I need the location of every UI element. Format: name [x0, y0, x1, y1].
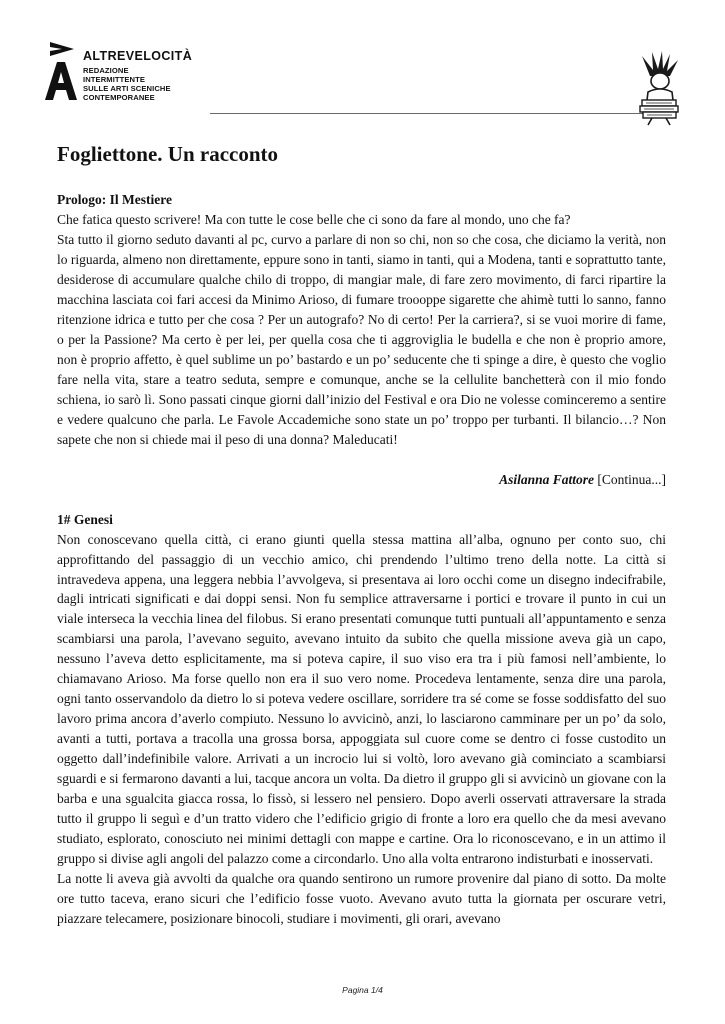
- signature-author: Asilanna Fattore: [499, 471, 594, 487]
- logo-line: REDAZIONE: [83, 65, 129, 75]
- paragraph: Sta tutto il giorno seduto davanti al pc, curvo a parlare di non so chi, non so che cosa, che diciamo la verità, non lo riguarda, almeno non direttamente, eppure sono in tanti, siamo in tanti, qui a Modena, tanti e soprattutto tante, desiderose di accumulare qualche chilo di troppo, di mangiar male, di fare zero movimento, di farci ripartire la macchina lasciata coi fari accesi da Minimo Arioso, di fumare troooppe sigarette che ahimè tutti lo sanno, fanno ritenzione idrica e tutto per che cosa ? Per un autografo? No di certo! Per la carriera?, si se vuoi morire di fame, o per la Passione? Ma certo è per lei, per quella cosa che ti aggroviglia le budella e che non è proprio amore, non è proprio affetto, è quel sublime un po’ bastardo e un po’ seducente che ti spinge a dire, è questo che voglio fare nella vita, stare a teatro seduta, sempre e comunque, anche se la cellulite banchetterà con il mio fondo schiena, io sarò lì. Sono passati cinque giorni dall’inizio del Festival e ora Dio ne volesse cominceremo a sentire e vedere qualcuno che parla. Le Favole Accademiche sono state un po’ troppo per turbanti. Il bilancio…? Non sapete che non si chiede mai il peso di una donna? Maleducati!: [57, 232, 666, 447]
- logo-line: CONTEMPORANEE: [83, 92, 155, 102]
- page-number: Pagina 1/4: [342, 985, 383, 995]
- article: [57, 142, 666, 929]
- logo-name: ALTREVELOCITÀ: [83, 49, 193, 63]
- paragraph: Non conoscevano quella città, ci erano giunti quella stessa mattina all’alba, ognuno per conto suo, chi approfittando del passaggio di un vecchio amico, chi prendendo l’ultimo treno della notte. La città si intravedeva appena, una leggera nebbia l’avvolgeva, si presentava ai loro occhi come un disegno indecifrabile, dagli intricati significati e dai doppi sensi. Non fu semplice attraversarne i portici e trovare il punto in cui un viale interseca la vecchia linea del filobus. Si erano presentati comunque tutti puntuali all’appuntamento e senza scambiarsi una parola, l’avevano seguito, avevano intuito da subito che quella missione aveva già un capo, nessuno l’aveva detto esplicitamente, ma si poteva capire, il suo viso era tra i più famosi nell’ambiente, lo chiamavano Arioso. Ma forse quello non era il suo vero nome. Procedeva lentamente, senza dire una parola, ogni tanto osservandolo da dietro lo si poteva vedere oscillare, sorridere tra sé come se fosse soddisfatto del suo lavoro prima ancora d’averlo compiuto. Nessuno lo avvicinò, anzi, lo lasciarono camminare per un po’ da solo, avanti a tutti, portava a tracolla una grossa borsa, appoggiata sul cuore come se dentro ci fosse custodito un oggetto dall’indefinibile valore. Arrivati a un incrocio lui si voltò, loro avevano già cominciato a scambiarsi sguardi e si fermarono davanti a lui, tacque ancora un volta. Da dietro il gruppo gli si avvicinò un giovane con la barba e una sgualcita giacca rossa, lo fissò, si lessero nel pensiero. Dopo averli osservati attraversare la strada tutto il gruppo li seguì e d’un tratto videro che l’edificio grigio di fronte a loro era quello che da mesi avevano studiato, esplorato, conosciuto nei minimi dettagli con mappe e cartine. Ora lo riconoscevano, e in un attimo il gruppo si divise agli angoli del palazzo come a circondarlo. Uno alla volta entrarono indisturbati e inosservati.: [57, 531, 666, 866]
- logo-wordmark: [83, 50, 192, 102]
- logo-line: SULLE ARTI SCENICHE: [83, 83, 171, 93]
- continue-link[interactable]: [Continua...]: [594, 471, 666, 487]
- section-heading-genesis: 1# Genesi: [57, 511, 113, 527]
- altrevelocita-logo-icon: [44, 40, 78, 102]
- article-title: Fogliettone. Un racconto: [57, 142, 279, 166]
- section-heading-prologue: Prologo: Il Mestiere: [57, 192, 172, 208]
- page-header: [0, 0, 725, 125]
- reading-figure-illustration-icon: [632, 50, 686, 126]
- signature: [57, 470, 666, 490]
- paragraph: La notte li aveva già avvolti da qualche ora quando sentirono un rumore provenire dal piano di sotto. Da molte ore tutto taceva, erano sicuri che l’edificio fosse vuoto. Avevano avuto tutta la giornata per oscurare vetri, piazzare telecamere, posizionare binocoli, studiare i movimenti, gli orari, avevano: [57, 870, 666, 926]
- header-divider: [210, 113, 665, 114]
- logo-line: INTERMITTENTE: [83, 74, 146, 84]
- paragraph: Che fatica questo scrivere! Ma con tutte le cose belle che ci sono da fare al mondo, uno che fa?: [57, 212, 571, 228]
